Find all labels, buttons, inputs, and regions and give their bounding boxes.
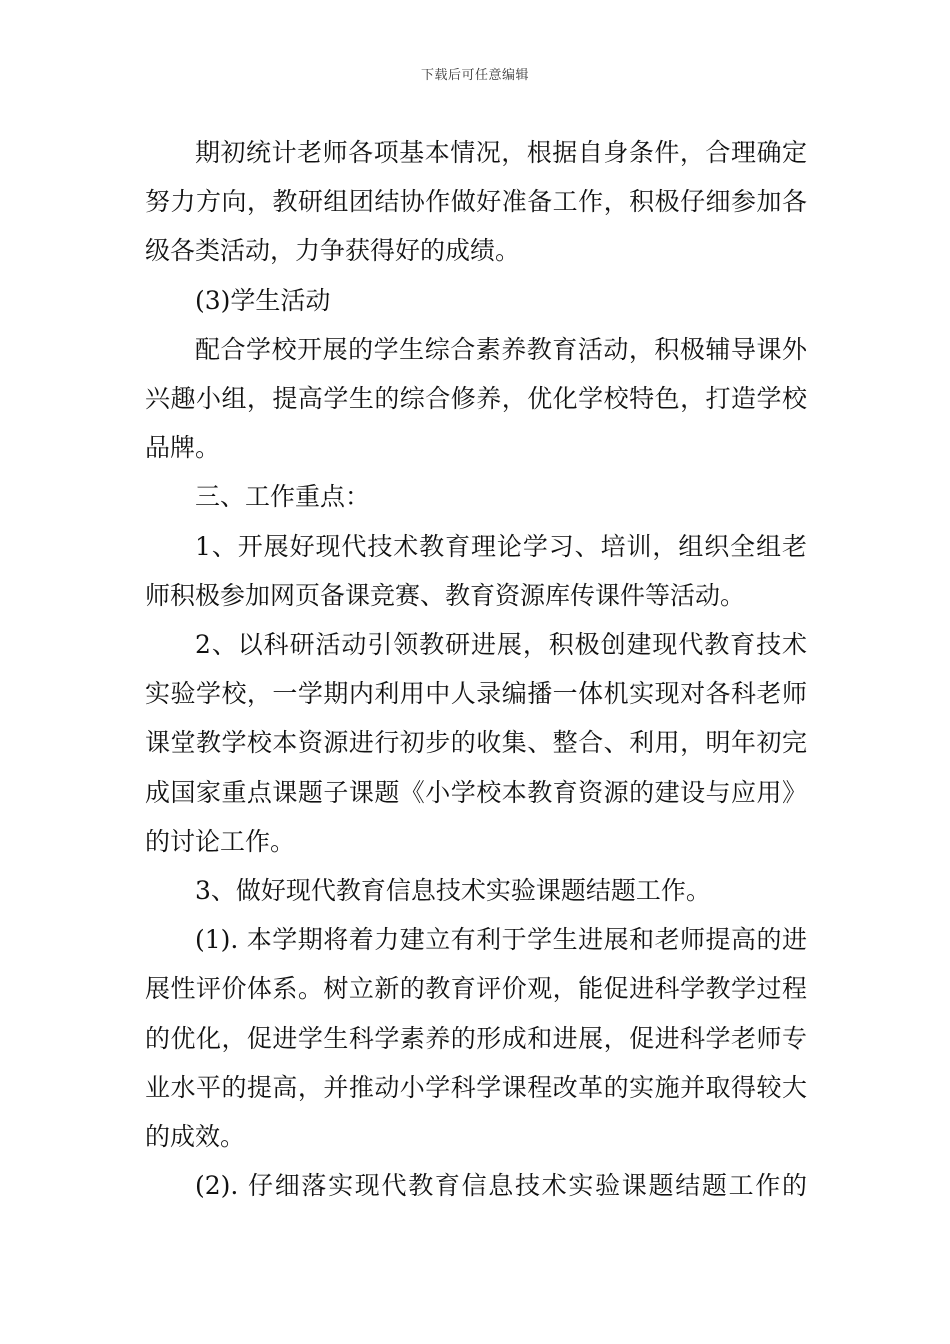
document-body: [145, 128, 807, 1210]
paragraph: 配合学校开展的学生综合素养教育活动，积极辅导课外兴趣小组，提高学生的综合修养，优化学校特色，打造学校品牌。: [145, 334, 807, 463]
section-heading: 三、工作重点：: [195, 482, 371, 512]
page-header: 下载后可任意编辑: [420, 68, 529, 83]
paragraph: 2、以科研活动引领教研进展，积极创建现代教育技术实验学校，一学期内利用中人录编播一体机实现对各科老师课堂教学校本资源进行初步的收集、整合、利用，明年初完成国家重点课题子课题《小学校本教育资源的建设与应用》的讨论工作。: [145, 630, 807, 856]
paragraph: 期初统计老师各项基本情况，根据自身条件，合理确定努力方向，教研组团结协作做好准备工作，积极仔细参加各级各类活动，力争获得好的成绩。: [145, 138, 807, 266]
paragraph: (1). 本学期将着力建立有利于学生进展和老师提高的进展性评价体系。树立新的教育评价观，能促进科学教学过程的优化，促进学生科学素养的形成和进展，促进科学老师专业水平的提高，并推动小学科学课程改革的实施并取得较大的成效。: [145, 925, 807, 1152]
paragraph: 3、做好现代教育信息技术实验课题结题工作。: [195, 876, 711, 906]
paragraph: (2). 仔细落实现代教育信息技术实验课题结题工作的: [195, 1171, 807, 1201]
paragraph: 1、开展好现代技术教育理论学习、培训，组织全组老师积极参加网页备课竞赛、教育资源库传课件等活动。: [145, 531, 807, 610]
section-heading: (3)学生活动: [195, 285, 331, 315]
